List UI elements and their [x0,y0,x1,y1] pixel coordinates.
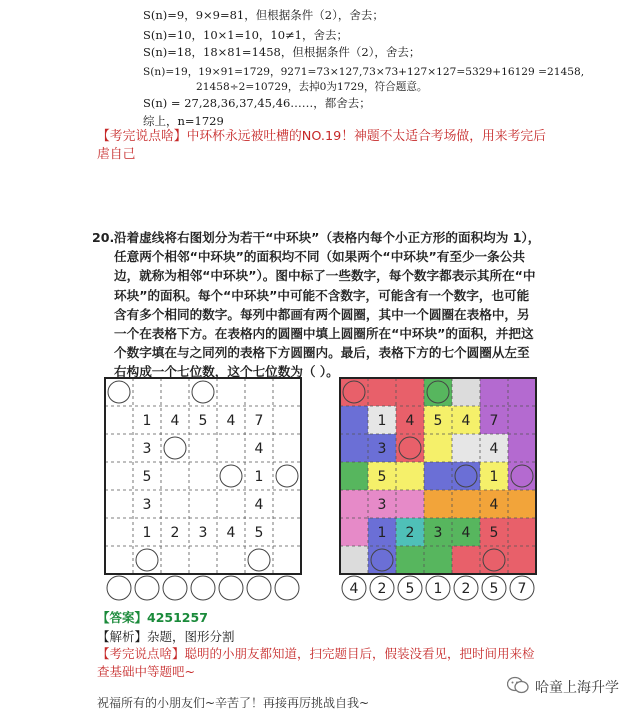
answer-circle [219,576,243,600]
grid-circle [108,381,130,403]
grid-cell [452,434,480,462]
problem-line: 沿着虚线将右图划分为若干“中环块”（表格内每个小正方形的面积均为 1）， [114,230,541,245]
problem-line: 任意两个相邻“中环块”的面积均不同（如果两个“中环块”有至少一条公共 [114,249,525,265]
watermark-text: 哈童上海升学 [535,680,619,696]
grid-number: 1 [142,525,152,541]
comment-tag: 【考完说点啥】 [97,129,187,144]
grid-circle [399,437,421,459]
grid-cell [340,406,368,434]
grid-circle [483,549,505,571]
analysis-line [97,627,235,645]
answer-circle [135,576,159,600]
grid-cell [368,378,396,406]
answer-digit: 2 [461,581,471,597]
grid-cell [424,434,452,462]
comment-text: 中环杯永远被吐槽的NO.19！神题不太适合考场做，用来考完后 [186,129,546,144]
grid-cell [508,490,536,518]
solution-line: 综上，n=1729 [143,114,224,128]
grid-number: 4 [226,525,236,541]
grid-number: 7 [489,413,499,429]
solution-line: 21458÷2=10729，去掉0为1729，符合题意。 [196,81,428,93]
solution-line: S(n)=10，10×1=10，10≠1，舍去； [143,28,348,42]
grid-circle [455,465,477,487]
answer-circles-left [103,573,305,603]
answer-value: 4251257 [147,610,208,625]
grid-circle [343,381,365,403]
grid-number: 4 [226,413,236,429]
grid-number: 4 [461,525,471,541]
analysis-tag: 【解析】 [97,629,148,644]
puzzle-grid-left [103,376,303,576]
grid-number: 4 [254,441,264,457]
answer-circle [107,576,131,600]
comment-19 [97,128,546,164]
grid-cell [480,378,508,406]
grid-cell [508,518,536,546]
answer-digit: 7 [517,581,527,597]
answer-circle [163,576,187,600]
grid-cell [396,546,424,574]
comment-20 [97,645,535,681]
watermark [507,676,619,698]
grid-cell [340,518,368,546]
answer-circles-right [338,573,540,603]
answer-line [97,608,208,626]
grid-number: 5 [198,413,208,429]
grid-number: 5 [142,469,152,485]
grid-cell [508,406,536,434]
grid-cell [396,490,424,518]
solution-line: S(n)=19，19×91=1729，9271=73×127,73×73+127×127=5329+16129 =21458, [143,66,585,78]
problem-line: 环块”的面积。每个“中环块”中可能不含数字，可能含有一个数字，也可能 [114,287,530,303]
grid-number: 3 [142,497,152,513]
grid-cell [508,378,536,406]
grid-circle [427,381,449,403]
grid-cell [340,546,368,574]
grid-cell [452,546,480,574]
grid-number: 7 [254,413,264,429]
grid-circle [164,437,186,459]
grid-number: 3 [142,441,152,457]
answer-digit: 5 [489,581,499,597]
grid-number: 4 [489,497,499,513]
grid-number: 5 [433,413,443,429]
grid-circle [220,465,242,487]
answer-digit: 4 [349,581,359,597]
grid-number: 3 [377,497,387,513]
grid-number: 4 [489,441,499,457]
grid-circle [192,381,214,403]
grid-cell [396,462,424,490]
solution-line: S(n) = 27,28,36,37,45,46……，都舍去； [143,96,371,110]
problem-20 [92,228,566,382]
analysis-value: 杂题，图形分割 [147,629,235,644]
grid-cell [452,490,480,518]
answer-digit: 1 [433,581,443,597]
problem-line: 右构成一个七位数，这个七位数为（ ）。 [114,364,339,380]
grid-cell [508,434,536,462]
grid-cell [340,462,368,490]
puzzle-grid-right-solution [338,376,538,576]
grid-number: 5 [377,469,387,485]
grid-number: 1 [254,469,264,485]
grid-cell [508,546,536,574]
grid-number: 1 [142,413,152,429]
grid-number: 5 [489,525,499,541]
wechat-icon [507,676,529,698]
grid-number: 5 [254,525,264,541]
problem-line: 个数字填在与之同列的表格下方圆圈内。最后，表格下方的七个圆圈从左至 [114,345,530,361]
grid-number: 4 [170,413,180,429]
grid-number: 2 [405,525,415,541]
answer-circle [275,576,299,600]
grid-circle [248,549,270,571]
grid-border [105,378,301,574]
grid-cell [452,378,480,406]
closing-line: 祝福所有的小朋友们~辛苦了！再接再厉挑战自我~ [97,696,370,710]
problem-line: 一个在表格下方。在表格内的圆圈中填上圆圈所在“中环块”的面积，并把这 [114,326,534,342]
grid-cell [396,378,424,406]
grid-circle [511,465,533,487]
grid-circle [276,465,298,487]
comment-text: 查基础中等题吧~ [97,664,195,679]
grid-circle [136,549,158,571]
grid-number: 2 [170,525,180,541]
answer-digit: 2 [377,581,387,597]
grid-cell [424,490,452,518]
problem-number: 20. [92,230,115,245]
grid-number: 1 [377,525,387,541]
answer-tag: 【答案】 [97,610,148,625]
grid-number: 1 [377,413,387,429]
problem-line: 含有多个相同的数字。每列中都画有两个圆圈，其中一个圆圈在表格中，另 [114,306,530,322]
grid-circle [371,549,393,571]
comment-tag: 【考完说点啥】 [97,646,185,661]
answer-circle [247,576,271,600]
solution-line: S(n)=18，18×81=1458，但根据条件（2），舍去； [143,45,421,59]
comment-text: 聪明的小朋友都知道，扫完题目后，假装没看见，把时间用来检 [184,646,535,661]
grid-number: 3 [433,525,443,541]
grid-cell [340,434,368,462]
grid-number: 4 [461,413,471,429]
grid-number: 4 [254,497,264,513]
grid-number: 3 [377,441,387,457]
answer-digit: 5 [405,581,415,597]
grid-number: 3 [198,525,208,541]
grid-number: 1 [489,469,499,485]
answer-circle [191,576,215,600]
grid-cell [424,462,452,490]
grid-cell [340,490,368,518]
grid-number: 4 [405,413,415,429]
grid-cell [424,546,452,574]
solution-line: S(n)=9，9×9=81，但根据条件（2），舍去； [143,8,384,22]
problem-line: 边，就称为相邻“中环块”）。图中标了一些数字，每个数字都表示其所在“中 [114,268,536,284]
comment-text: 虐自己 [97,147,136,162]
